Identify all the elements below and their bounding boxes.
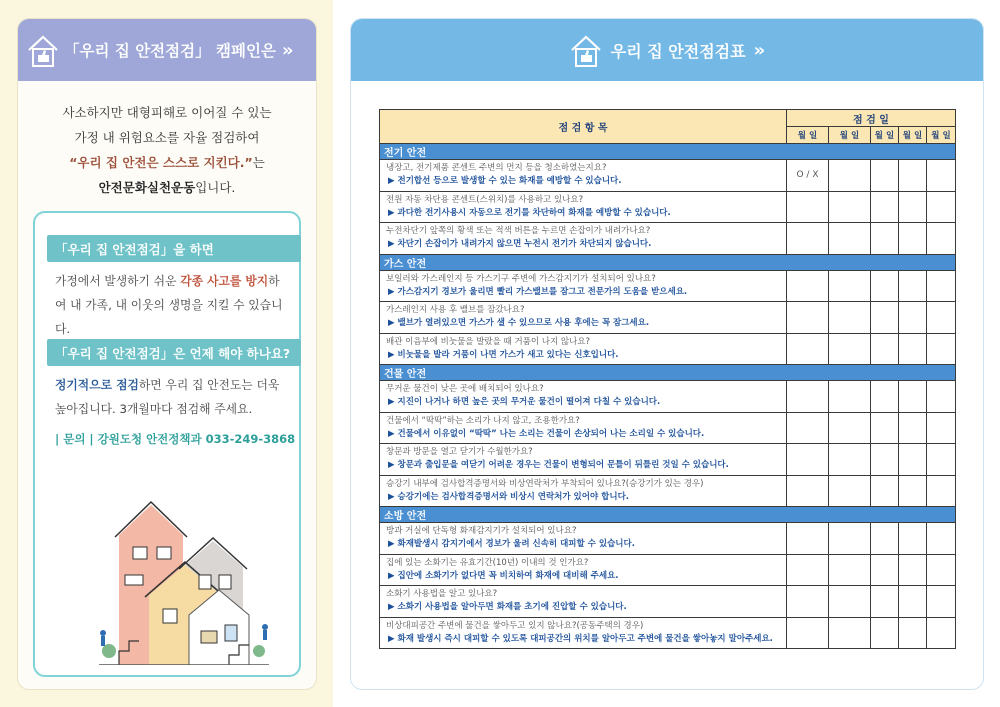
check-question: 배관 이음부에 비눗물을 발랐을 때 거품이 나지 않나요? — [386, 336, 591, 347]
section-text-when — [55, 373, 287, 421]
chevron-icon: » — [753, 39, 766, 61]
checklist-row — [380, 381, 956, 413]
check-cell[interactable] — [871, 302, 899, 334]
check-cell[interactable] — [871, 381, 899, 413]
check-cell[interactable] — [787, 617, 829, 649]
check-cell[interactable] — [871, 617, 899, 649]
category-row — [380, 254, 956, 270]
text-part: 하면 우리 집 안전도는 더욱 높아집니다. 3개월마다 점검해 주세요. — [55, 378, 280, 416]
check-question: 승강기 내부에 검사합격증명서와 비상연락처가 부착되어 있나요?(승강기가 있는 경우) — [386, 478, 704, 489]
check-cell[interactable] — [871, 270, 899, 302]
check-tip: ▶ 지진이 나거나 하면 높은 곳의 무거운 물건이 떨어져 다칠 수 있습니다. — [388, 397, 661, 408]
intro-suffix: 입니다. — [195, 180, 236, 195]
check-cell[interactable] — [787, 223, 829, 255]
check-question: 비상대피공간 주변에 물건을 쌓아두고 있지 않나요?(공동주택의 경우) — [386, 620, 644, 631]
check-item — [380, 191, 787, 223]
house-thumbs-up-icon — [26, 30, 60, 70]
campaign-intro — [18, 81, 316, 200]
check-question: 방과 거실에 단독형 화재감지기가 설치되어 있나요? — [386, 526, 577, 537]
check-cell[interactable] — [927, 381, 956, 413]
intro-line: 사소하지만 대형피해로 이어질 수 있는 — [62, 105, 272, 120]
check-cell[interactable] — [927, 302, 956, 334]
check-cell[interactable] — [899, 302, 927, 334]
category-row — [380, 507, 956, 523]
check-cell[interactable] — [927, 617, 956, 649]
check-cell[interactable] — [899, 191, 927, 223]
check-tip: ▶ 전기합선 등으로 발생할 수 있는 화재를 예방할 수 있습니다. — [388, 176, 622, 187]
safety-checklist-table — [379, 109, 956, 649]
check-cell[interactable] — [899, 475, 927, 507]
check-cell[interactable] — [927, 412, 956, 444]
check-question: 건물에서 “딱딱”하는 소리가 나지 않고, 조용한가요? — [386, 415, 580, 426]
check-cell[interactable] — [787, 412, 829, 444]
section-text-benefit — [55, 269, 287, 341]
check-item — [380, 270, 787, 302]
checklist-row — [380, 302, 956, 334]
campaign-header — [18, 19, 316, 81]
check-cell[interactable] — [829, 412, 871, 444]
house-thumbs-up-icon — [569, 30, 603, 70]
check-cell[interactable] — [787, 381, 829, 413]
info-box — [33, 211, 301, 677]
apartment-buildings-illustration — [79, 475, 275, 665]
check-tip: ▶ 차단기 손잡이가 내려가지 않으면 누전시 전기가 차단되지 않습니다. — [388, 239, 652, 250]
intro-suffix: 는 — [252, 155, 265, 170]
check-item — [380, 223, 787, 255]
check-cell[interactable] — [927, 270, 956, 302]
check-cell[interactable] — [899, 412, 927, 444]
section-title-benefit: 「우리 집 안전점검」을 하면 — [47, 235, 301, 262]
check-cell[interactable] — [899, 444, 927, 476]
check-cell[interactable] — [829, 333, 871, 365]
check-cell[interactable] — [871, 586, 899, 618]
check-item — [380, 444, 787, 476]
check-cell[interactable] — [787, 444, 829, 476]
check-cell[interactable] — [829, 191, 871, 223]
check-cell[interactable] — [899, 617, 927, 649]
check-cell[interactable] — [899, 523, 927, 555]
check-item — [380, 523, 787, 555]
check-cell[interactable] — [829, 444, 871, 476]
check-tip: ▶ 집안에 소화기가 없다면 꼭 비치하여 화재에 대비해 주세요. — [388, 570, 619, 581]
check-cell[interactable] — [927, 191, 956, 223]
check-cell[interactable] — [787, 586, 829, 618]
check-cell[interactable] — [829, 475, 871, 507]
intro-line — [18, 150, 316, 175]
category-title: 소방 안전 — [380, 507, 956, 523]
checklist-card — [350, 18, 984, 690]
check-cell[interactable] — [787, 475, 829, 507]
check-cell[interactable] — [871, 554, 899, 586]
check-cell[interactable] — [871, 333, 899, 365]
checklist-row — [380, 412, 956, 444]
check-cell[interactable] — [899, 223, 927, 255]
check-cell[interactable] — [927, 223, 956, 255]
check-question: 집에 있는 소화기는 유효기간(10년) 이내의 것 인가요? — [386, 557, 589, 568]
column-header-date: 점 검 일 — [787, 110, 956, 127]
checklist-row — [380, 191, 956, 223]
checklist-title: 우리 집 안전점검표 — [610, 41, 746, 61]
check-item — [380, 160, 787, 192]
check-item — [380, 617, 787, 649]
campaign-card — [17, 18, 317, 690]
check-tip: ▶ 건물에서 이유없이 “딱딱” 나는 소리는 건물이 손상되어 나는 소리일 수 있습니다. — [388, 428, 705, 439]
check-cell[interactable] — [927, 160, 956, 192]
category-title: 전기 안전 — [380, 144, 956, 160]
check-question: 창문과 방문을 열고 닫기가 수월한가요? — [386, 447, 533, 458]
check-cell[interactable] — [829, 160, 871, 192]
section-title-when: 「우리 집 안전점검」은 언제 해야 하나요? — [47, 339, 301, 366]
check-tip: ▶ 화재발생시 감지기에서 경보가 울려 신속히 대피할 수 있습니다. — [388, 539, 635, 550]
check-cell[interactable] — [829, 381, 871, 413]
checklist-row — [380, 160, 956, 192]
check-cell[interactable] — [787, 270, 829, 302]
check-tip: ▶ 승강기에는 검사합격증명서와 비상시 연락처가 있어야 합니다. — [388, 491, 630, 502]
check-cell[interactable] — [871, 475, 899, 507]
intro-line: 가정 내 위험요소를 자율 점검하여 — [74, 130, 260, 145]
date-subheader-cell: 월 일 — [927, 127, 956, 144]
text-part: 하여 내 가족, 내 이웃의 생명을 지킬 수 있습니다. — [55, 274, 283, 336]
check-tip: ▶ 과다한 전기사용시 자동으로 전기를 차단하여 화재를 예방할 수 있습니다. — [388, 207, 671, 218]
check-item — [380, 381, 787, 413]
column-header-item: 점 검 항 목 — [380, 110, 787, 144]
check-tip: ▶ 소화기 사용법을 알아두면 화재를 초기에 진압할 수 있습니다. — [388, 602, 627, 613]
checklist-header — [351, 19, 983, 81]
checklist-row — [380, 333, 956, 365]
check-cell[interactable] — [829, 554, 871, 586]
check-question: 보일러와 가스레인지 등 가스기구 주변에 가스감지기가 설치되어 있나요? — [386, 273, 656, 284]
check-cell[interactable] — [871, 444, 899, 476]
check-cell[interactable] — [829, 617, 871, 649]
check-item — [380, 412, 787, 444]
check-cell[interactable] — [899, 160, 927, 192]
checklist-row — [380, 617, 956, 649]
date-subheader-cell: 월 일 — [899, 127, 927, 144]
check-cell[interactable] — [829, 223, 871, 255]
intro-movement: 안전문화실천운동 — [98, 180, 196, 195]
check-cell[interactable] — [899, 586, 927, 618]
text-highlight: 정기적으로 점검 — [55, 378, 139, 392]
check-question: 냉장고, 전기제품 콘센트 주변의 먼지 등을 청소하였는지요? — [386, 163, 607, 174]
text-highlight: 각종 사고를 방지 — [180, 274, 269, 288]
check-question: 소화기 사용법을 알고 있나요? — [386, 589, 498, 600]
check-cell[interactable] — [871, 223, 899, 255]
check-cell[interactable] — [787, 191, 829, 223]
check-cell[interactable] — [871, 160, 899, 192]
check-cell[interactable]: O / X — [787, 160, 829, 192]
check-cell[interactable] — [927, 333, 956, 365]
check-tip: ▶ 창문과 출입문을 여닫기 어려운 경우는 건물이 변형되어 문틀이 뒤틀린 것일 수 있습니다. — [388, 460, 729, 471]
check-cell[interactable] — [899, 270, 927, 302]
date-subheader-cell: 월 일 — [787, 127, 829, 144]
checklist-row — [380, 586, 956, 618]
check-item — [380, 475, 787, 507]
checklist-row — [380, 223, 956, 255]
check-cell[interactable] — [899, 333, 927, 365]
category-title: 가스 안전 — [380, 254, 956, 270]
check-cell[interactable] — [787, 554, 829, 586]
check-item — [380, 333, 787, 365]
check-tip: ▶ 화재 발생시 즉시 대피할 수 있도록 대피공간의 위치를 알아두고 주변에 물건을 쌓아놓지 말아주세요. — [388, 633, 773, 644]
check-question: 무거운 물건이 낮은 곳에 배치되어 있나요? — [386, 384, 544, 395]
check-cell[interactable] — [829, 270, 871, 302]
check-cell[interactable] — [871, 191, 899, 223]
check-cell[interactable] — [899, 554, 927, 586]
check-cell[interactable] — [871, 412, 899, 444]
check-cell[interactable] — [927, 554, 956, 586]
check-question: 누전차단기 앞쪽의 황색 또는 적색 버튼을 누르면 손잡이가 내려가나요? — [386, 226, 651, 237]
checklist-body — [380, 144, 956, 649]
check-tip: ▶ 밸브가 열려있으면 가스가 샐 수 있으므로 사용 후에는 꼭 잠그세요. — [388, 318, 650, 329]
check-cell[interactable] — [829, 586, 871, 618]
check-cell[interactable] — [787, 523, 829, 555]
check-question: 가스레인지 사용 후 밸브를 잠갔나요? — [386, 305, 525, 316]
check-cell[interactable] — [927, 444, 956, 476]
date-subheader-cell: 월 일 — [871, 127, 899, 144]
date-subheader-cell: 월 일 — [829, 127, 871, 144]
check-cell[interactable] — [927, 475, 956, 507]
checklist-row — [380, 475, 956, 507]
checklist-row — [380, 523, 956, 555]
check-item — [380, 554, 787, 586]
checklist-row — [380, 554, 956, 586]
check-cell[interactable] — [787, 302, 829, 334]
check-item — [380, 302, 787, 334]
check-item — [380, 586, 787, 618]
intro-slogan: “우리 집 안전은 스스로 지킨다.” — [69, 155, 253, 170]
check-cell[interactable] — [829, 302, 871, 334]
check-question: 전원 자동 차단용 콘센트(스위치)를 사용하고 있나요? — [386, 194, 584, 205]
check-cell[interactable] — [927, 586, 956, 618]
intro-line — [18, 175, 316, 200]
checklist-row — [380, 444, 956, 476]
checklist-row — [380, 270, 956, 302]
check-cell[interactable] — [899, 381, 927, 413]
chevron-icon: » — [281, 39, 294, 61]
check-cell[interactable] — [787, 333, 829, 365]
check-cell[interactable] — [871, 523, 899, 555]
category-title: 건물 안전 — [380, 365, 956, 381]
check-cell[interactable] — [927, 523, 956, 555]
check-tip: ▶ 가스감지기 경보가 울리면 빨리 가스밸브를 잠그고 전문가의 도움을 받으세요. — [388, 286, 688, 297]
category-row — [380, 144, 956, 160]
check-cell[interactable] — [829, 523, 871, 555]
category-row — [380, 365, 956, 381]
contact-info: | 문의 | 강원도청 안전정책과 033-249-3868 — [55, 432, 296, 446]
check-tip: ▶ 비눗물을 발라 거품이 나면 가스가 새고 있다는 신호입니다. — [388, 349, 619, 360]
text-part: 가정에서 발생하기 쉬운 — [55, 274, 181, 288]
campaign-title: 「우리 집 안전점검」 캠페인은 — [64, 42, 276, 60]
